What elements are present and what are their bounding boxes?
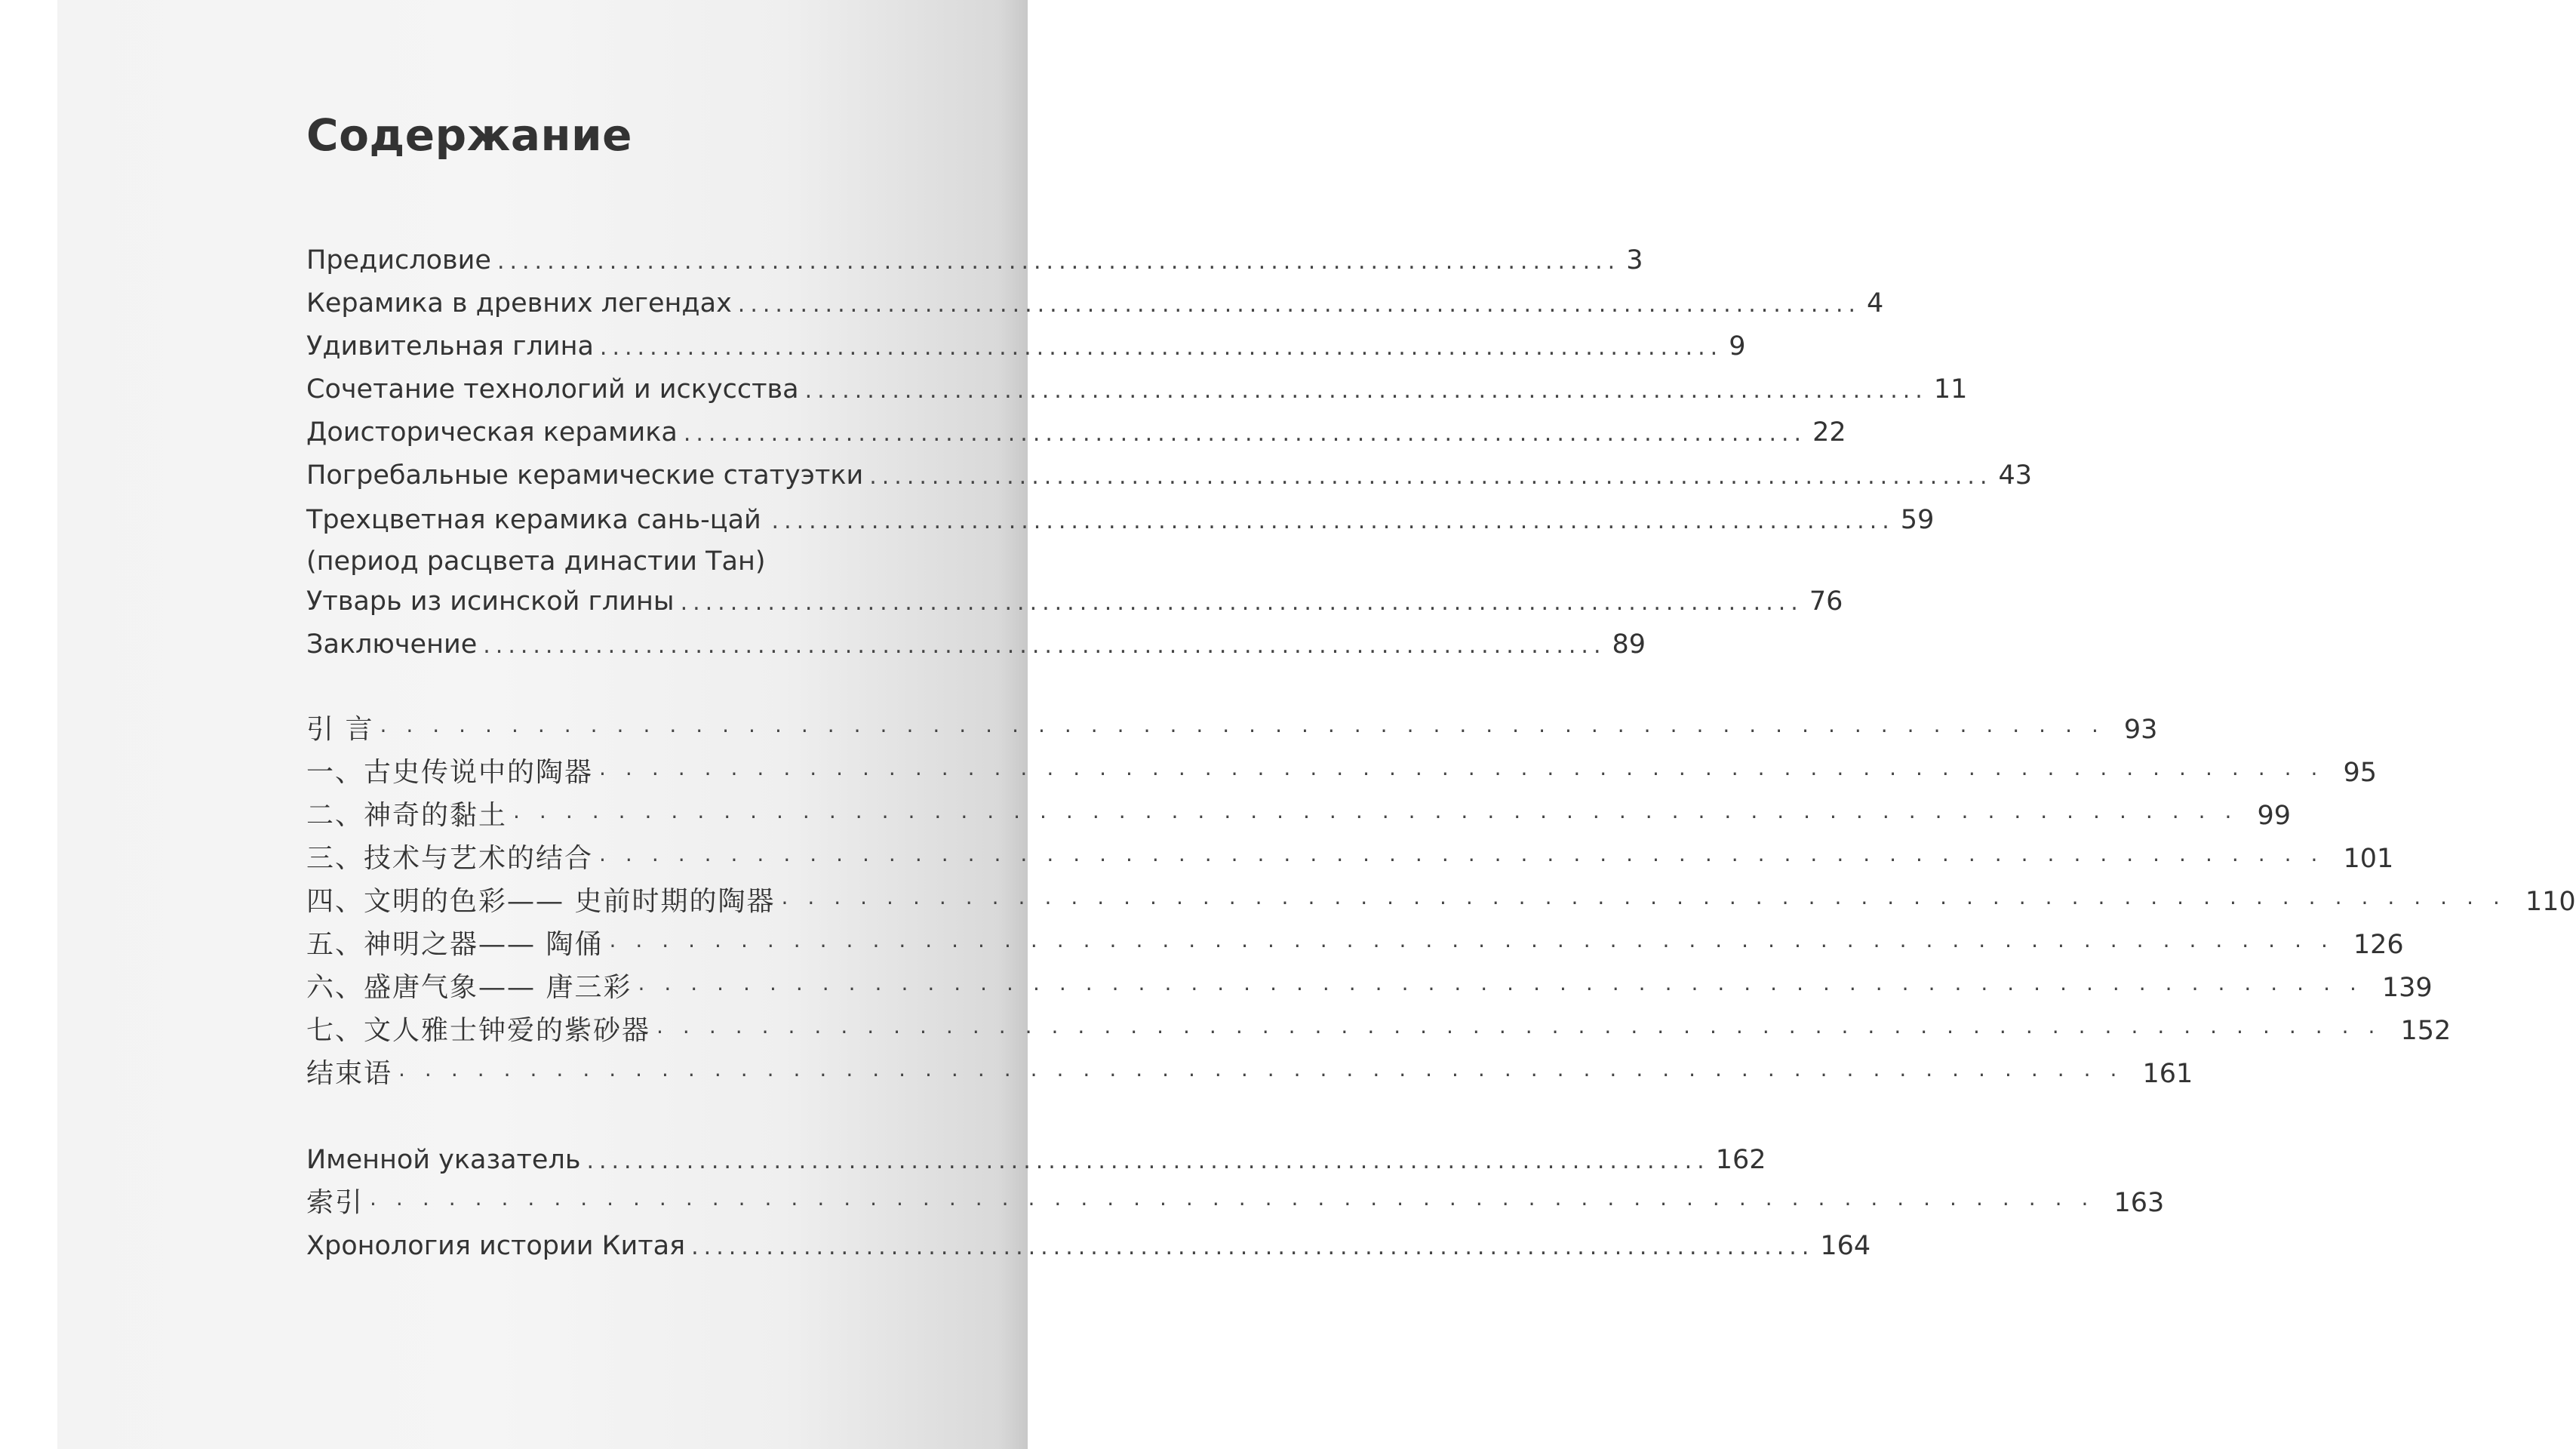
toc-entry[interactable] xyxy=(306,500,1935,583)
toc-entry-page: 126 xyxy=(2353,930,2404,960)
toc-entry[interactable] xyxy=(306,1141,1766,1179)
toc-entry-title: Керамика в древних легендах xyxy=(306,288,732,318)
toc-entry-title: 引 言 xyxy=(306,714,374,745)
toc-entry-title: Именной указатель xyxy=(306,1145,581,1175)
toc-entry-page: 43 xyxy=(1998,460,2033,491)
toc-entry[interactable] xyxy=(306,626,1646,663)
toc-entry-title: Хронология истории Китая xyxy=(306,1231,686,1261)
toc-entry-page: 95 xyxy=(2343,758,2377,788)
toc-entry-page: 99 xyxy=(2257,801,2291,831)
toc-entry-page: 161 xyxy=(2142,1059,2193,1089)
toc-entry[interactable] xyxy=(306,797,2291,835)
dot-leader: .......................................................................................... xyxy=(737,291,1861,318)
toc-entry-title: 七、文人雅士钟爱的紫砂器 xyxy=(306,1015,651,1046)
toc-entry-page: 164 xyxy=(1820,1231,1871,1261)
toc-entry-title: Сочетание технологий и искусства xyxy=(306,374,799,405)
dot-leader: .......................................................................................... xyxy=(586,1148,1710,1174)
dot-leader: ·································································· xyxy=(781,891,2519,915)
toc-entry-title: Утварь из исинской глины xyxy=(306,586,675,617)
toc-entry[interactable] xyxy=(306,883,2576,921)
toc-entry-title: 六、盛唐气象—— 唐三彩 xyxy=(306,972,632,1003)
toc-entry-page: 76 xyxy=(1809,586,1843,617)
toc-entry-title: Предисловие xyxy=(306,245,491,275)
toc-entry-page: 139 xyxy=(2381,973,2433,1003)
toc-entry[interactable] xyxy=(306,242,1643,279)
dot-leader: .......................................................................................... xyxy=(771,508,1895,534)
dot-leader: .......................................................................................... xyxy=(483,632,1606,659)
dot-leader: ·································································· xyxy=(609,934,2347,958)
dot-leader: ·································································· xyxy=(380,718,2118,743)
toc-entry-page: 59 xyxy=(1900,505,1935,535)
dot-leader: ·································································· xyxy=(638,977,2376,1001)
toc-entry-title: Погребальные керамические статуэтки xyxy=(306,460,864,491)
toc-entry-title: 二、神奇的黏土 xyxy=(306,800,508,831)
dot-leader: .......................................................................................... xyxy=(869,463,1993,490)
toc-entry[interactable] xyxy=(306,926,2404,964)
dot-leader: .......................................................................................... xyxy=(804,377,1928,404)
page-title: Содержание xyxy=(306,109,633,161)
toc-entry-title: 四、文明的色彩—— 史前时期的陶器 xyxy=(306,886,776,917)
toc-entry-page: 89 xyxy=(1612,629,1646,660)
toc-entry[interactable] xyxy=(306,754,2377,792)
toc-entry-title: 索引 xyxy=(306,1187,364,1218)
dot-leader: .......................................................................................... xyxy=(691,1234,1815,1260)
dot-leader: ·································································· xyxy=(656,1020,2395,1044)
toc-entry-page: 9 xyxy=(1729,331,1746,361)
toc-entry-title: 一、古史传说中的陶器 xyxy=(306,757,594,788)
dot-leader: .......................................................................................... xyxy=(683,420,1807,447)
toc-entry-title: 三、技术与艺术的结合 xyxy=(306,843,594,874)
toc-entry-page: 110 xyxy=(2525,887,2576,917)
toc-entry-page: 22 xyxy=(1812,417,1846,448)
toc-entry-page: 163 xyxy=(2113,1188,2165,1218)
toc-entry[interactable] xyxy=(306,371,1968,408)
dot-leader: ·································································· xyxy=(599,761,2338,786)
toc-entry[interactable] xyxy=(306,711,2158,749)
toc-entry-title: 结束语 xyxy=(306,1058,393,1089)
toc-entry[interactable] xyxy=(306,583,1843,620)
toc-entry[interactable] xyxy=(306,1012,2452,1050)
toc-entry-page: 152 xyxy=(2400,1016,2452,1046)
toc-entry[interactable] xyxy=(306,285,1884,322)
toc-entry[interactable] xyxy=(306,969,2433,1007)
toc-entry-page: 93 xyxy=(2123,715,2158,745)
toc-entry[interactable] xyxy=(306,840,2394,878)
toc-entry-page: 101 xyxy=(2343,844,2394,874)
toc-entry-title: Трехцветная керамика сань-цай (период расцвета династии Тан) xyxy=(306,505,766,577)
toc-entry[interactable] xyxy=(306,457,2033,494)
dot-leader: ·································································· xyxy=(370,1192,2108,1217)
toc-entry-page: 11 xyxy=(1933,374,1968,405)
dot-leader: ·································································· xyxy=(513,804,2252,829)
toc-entry-title: Доисторическая керамика xyxy=(306,417,678,448)
toc-entry[interactable] xyxy=(306,414,1846,451)
toc-entry[interactable] xyxy=(306,1227,1871,1265)
toc-entry[interactable] xyxy=(306,328,1746,365)
book-page xyxy=(57,0,2576,1449)
dot-leader: ·································································· xyxy=(599,848,2338,872)
toc-entry-title: Заключение xyxy=(306,629,478,660)
toc-entry-page: 4 xyxy=(1867,288,1884,318)
toc-entry-title: Удивительная глина xyxy=(306,331,594,361)
toc-entry[interactable] xyxy=(306,1055,2193,1093)
toc-entry[interactable] xyxy=(306,1184,2165,1222)
dot-leader: .......................................................................................... xyxy=(599,334,1723,361)
toc-entry-page: 3 xyxy=(1626,245,1643,275)
toc-entry-title: 五、神明之器—— 陶俑 xyxy=(306,929,604,960)
dot-leader: .......................................................................................... xyxy=(680,589,1803,616)
toc-entry-page: 162 xyxy=(1715,1145,1766,1175)
dot-leader: .......................................................................................... xyxy=(496,248,1621,275)
dot-leader: ·································································· xyxy=(398,1063,2137,1088)
